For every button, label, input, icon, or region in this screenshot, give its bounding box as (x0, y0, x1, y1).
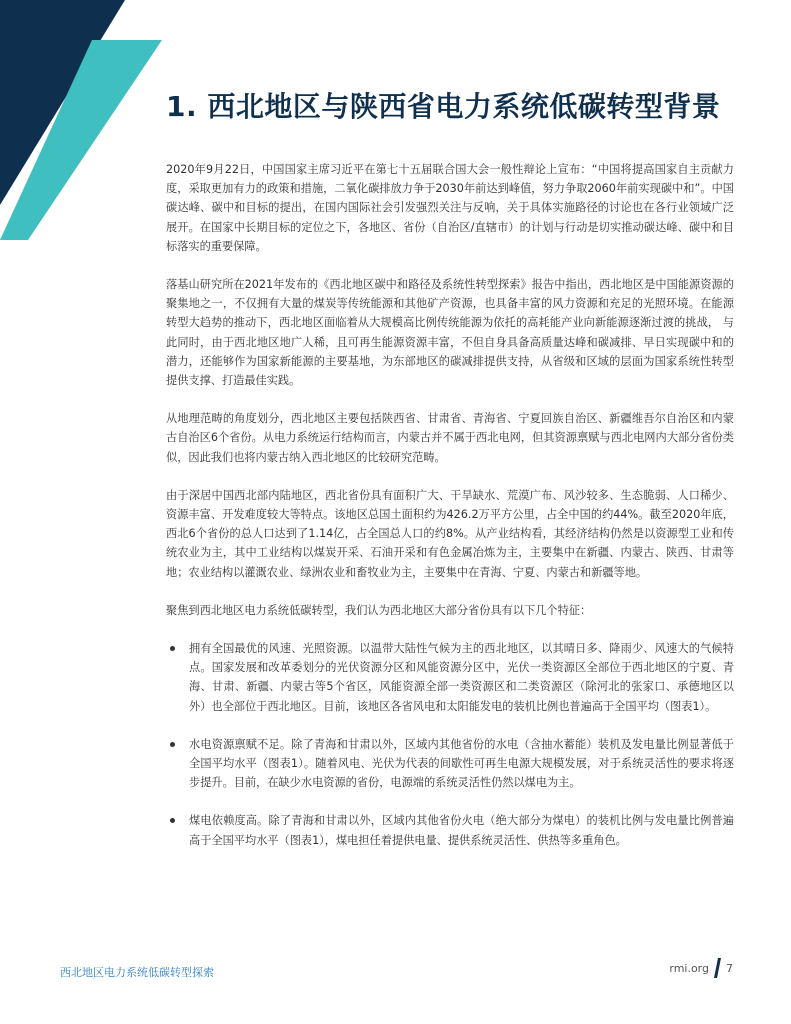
paragraph: 落基山研究所在2021年发布的《西北地区碳中和路径及系统性转型探索》报告中指出，西北地区是中国能源资源的聚集地之一，不仅拥有大量的煤炭等传统能源和其他矿产资源，也具备丰富的风力资源和充足的光照环境。在能源转型大趋势的推动下，西北地区面临着从大规模高比例传统能源为依托的高耗能产业向新能源逐渐过渡的挑战， 与此同时，由于西北地区地广人稀，且可再生能源资源丰富，不但自身具备高质量达峰和碳减排、早日实现碳中和的潜力，还能够作为国家新能源的主要基地，为东部地区的碳减排提供支持，从省级和区域的层面为国家系统性转型提供支撑、打造最佳实践。 (166, 278, 734, 388)
list-item (166, 639, 734, 716)
paragraph: 由于深居中国西北部内陆地区，西北省份具有面积广大、干旱缺水、荒漠广布、风沙较多、生态脆弱、人口稀少、资源丰富、开发难度较大等特点。该地区总国土面积约为426.2万平方公里，占全中国的约44%。截至2020年底，西北6个省份的总人口达到了1.14亿，占全国总人口的约8%。从产业结构看，其经济结构仍然是以资源型工业和传统农业为主，其中工业结构以煤炭开采、石油开采和有色金属冶炼为主，主要集中在新疆、内蒙古、陕西、甘肃等地；农业结构以灌溉农业、绿洲农业和畜牧业为主，主要集中在青海、宁夏、内蒙古和新疆等地。 (166, 488, 734, 579)
paragraph: 聚焦到西北地区电力系统低碳转型，我们认为西北地区大部分省份具有以下几个特征： (166, 603, 592, 617)
list-item-text: 拥有全国最优的风速、光照资源。以温带大陆性气候为主的西北地区，以其晴日多、降雨少、风速大的气候特点。国家发展和改革委划分的光伏资源分区和风能资源分区中，光伏一类资源区全部位于西北地区的宁夏、青海、甘肃、新疆、内蒙古等5个省区，风能资源全部一类资源区和二类资源区（除河北的张家口、承德地区以外）也全部位于西北地区。目前，该地区各省风电和太阳能发电的装机比例也普遍高于全国平均（图表1）。 (189, 642, 734, 713)
paragraph: 2020年9月22日，中国国家主席习近平在第七十五届联合国大会一般性辩论上宣布：“中国将提高国家自主贡献力度，采取更加有力的政策和措施，二氧化碳排放力争于2030年前达到峰值，努力争取2060年前实现碳中和”。中国碳达峰、碳中和目标的提出，在国内国际社会引发强烈关注与反响，关于具体实施路径的讨论也在各行业领域广泛展开。在国家中长期目标的定位之下，各地区、省份（自治区/直辖市）的计划与行动是切实推动碳达峰、碳中和目标落实的重要保障。 (166, 163, 734, 253)
footer-report-title: 西北地区电力系统低碳转型探索 (60, 966, 214, 979)
bullet-icon (170, 742, 175, 747)
body-text (166, 160, 734, 869)
page-number: 7 (726, 961, 733, 975)
list-item-text: 煤电依赖度高。除了青海和甘肃以外，区域内其他省份火电（绝大部分为煤电）的装机比例与发电量比例普遍高于全国平均水平（图表1），煤电担任着提供电量、提供系统灵活性、供热等多重角色。 (189, 814, 734, 847)
list-item (166, 735, 734, 793)
list-item-text: 水电资源禀赋不足。除了青海和甘肃以外，区域内其他省份的水电（含抽水蓄能）装机及发电量比例显著低于全国平均水平（图表1）。随着风电、光伏为代表的间歇性可再生电源大规模发展，对于系统灵活性的要求将逐步提升。目前，在缺少水电资源的省份，电源端的系统灵活性仍然以煤电为主。 (189, 737, 734, 790)
feature-list (166, 639, 734, 850)
slash-icon (714, 958, 721, 978)
section-title: 1. 西北地区与陕西省电力系统低碳转型背景 (166, 90, 721, 123)
paragraph: 从地理范畴的角度划分，西北地区主要包括陕西省、甘肃省、青海省、宁夏回族自治区、新疆维吾尔自治区和内蒙古自治区6个省份。从电力系统运行结构而言，内蒙古并不属于西北电网，但其资源禀赋与西北电网内大部分省份类似，因此我们也将内蒙古纳入西北地区的比较研究范畴。 (166, 412, 734, 464)
bullet-icon (170, 646, 175, 651)
footer-right (669, 958, 733, 978)
footer-site-link[interactable]: rmi.org (669, 961, 709, 975)
list-item (166, 811, 734, 849)
bullet-icon (170, 818, 175, 823)
